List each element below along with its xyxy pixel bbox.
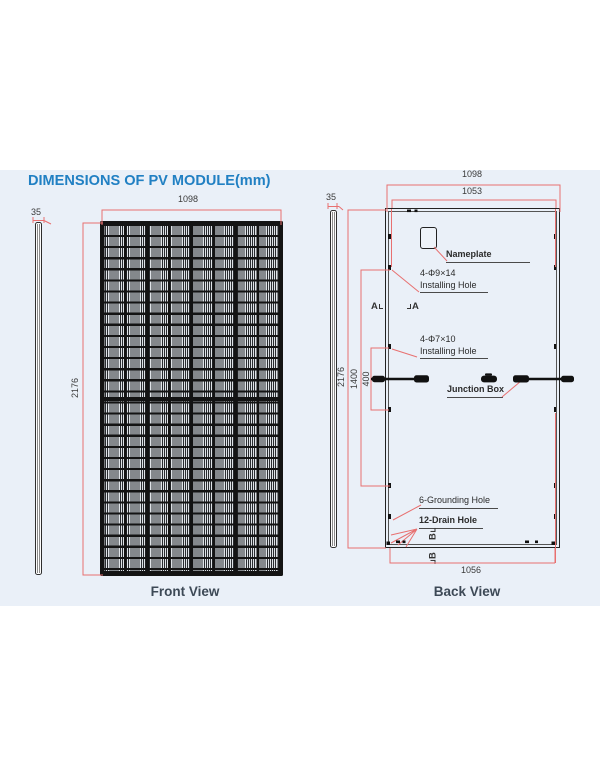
back-thickness-dim: 35 — [326, 192, 337, 202]
front-thickness-dim: 35 — [31, 207, 42, 217]
back-hole-width-dim: 1053 — [462, 186, 483, 196]
installing-hole7-mark-right-top — [554, 344, 557, 349]
nameplate-box — [420, 227, 437, 249]
section-corner-icon — [431, 528, 436, 532]
grounding-hole-label: 6-Grounding Hole — [419, 495, 498, 509]
installing-hole9-mark-right — [554, 265, 557, 270]
installing-hole9-mark-left — [388, 265, 391, 270]
section-a-marker-right: A — [407, 301, 419, 312]
section-b-marker-top: B — [428, 528, 439, 540]
nameplate-label: Nameplate — [446, 249, 530, 263]
back-hole-span-dim: 1400 — [349, 368, 359, 390]
section-corner-icon — [431, 560, 436, 564]
back-hole-gap-dim: 400 — [361, 371, 371, 387]
installing-hole7-mark-left-top — [388, 344, 391, 349]
grounding-hole-mark-right — [554, 514, 557, 519]
section-corner-icon — [407, 304, 411, 309]
front-height-dim: 2176 — [70, 377, 80, 399]
hole-mark — [388, 234, 391, 239]
installing-hole7-mark-right-bottom — [554, 407, 557, 412]
front-width-dim: 1098 — [178, 194, 199, 204]
installing-hole9-mark-left-bottom — [388, 483, 391, 488]
solar-cell-grid — [103, 226, 280, 571]
section-b-marker-bottom: B — [428, 552, 439, 564]
junction-box-label: Junction Box — [447, 384, 503, 398]
front-view-panel — [100, 221, 283, 576]
back-width-dim: 1098 — [462, 169, 483, 179]
page-title: DIMENSIONS OF PV MODULE(mm) — [28, 172, 271, 189]
installing-hole9-label: 4-Φ9×14 Installing Hole — [420, 268, 488, 293]
installing-hole7-label: 4-Φ7×10 Installing Hole — [420, 334, 488, 359]
drain-hole-label: 12-Drain Hole — [419, 515, 483, 529]
back-height-dim: 2176 — [336, 366, 346, 388]
section-a-marker-left: A — [371, 301, 383, 312]
back-view-label: Back View — [433, 584, 501, 599]
front-view-label: Front View — [150, 584, 220, 599]
installing-hole7-mark-left-bottom — [388, 407, 391, 412]
front-side-profile-bar — [35, 222, 42, 575]
back-bottom-width-dim: 1056 — [461, 565, 482, 575]
grounding-hole-mark-left — [388, 514, 391, 519]
hole-mark — [554, 234, 557, 239]
section-corner-icon — [379, 304, 383, 309]
installing-hole9-mark-right-bottom — [554, 483, 557, 488]
